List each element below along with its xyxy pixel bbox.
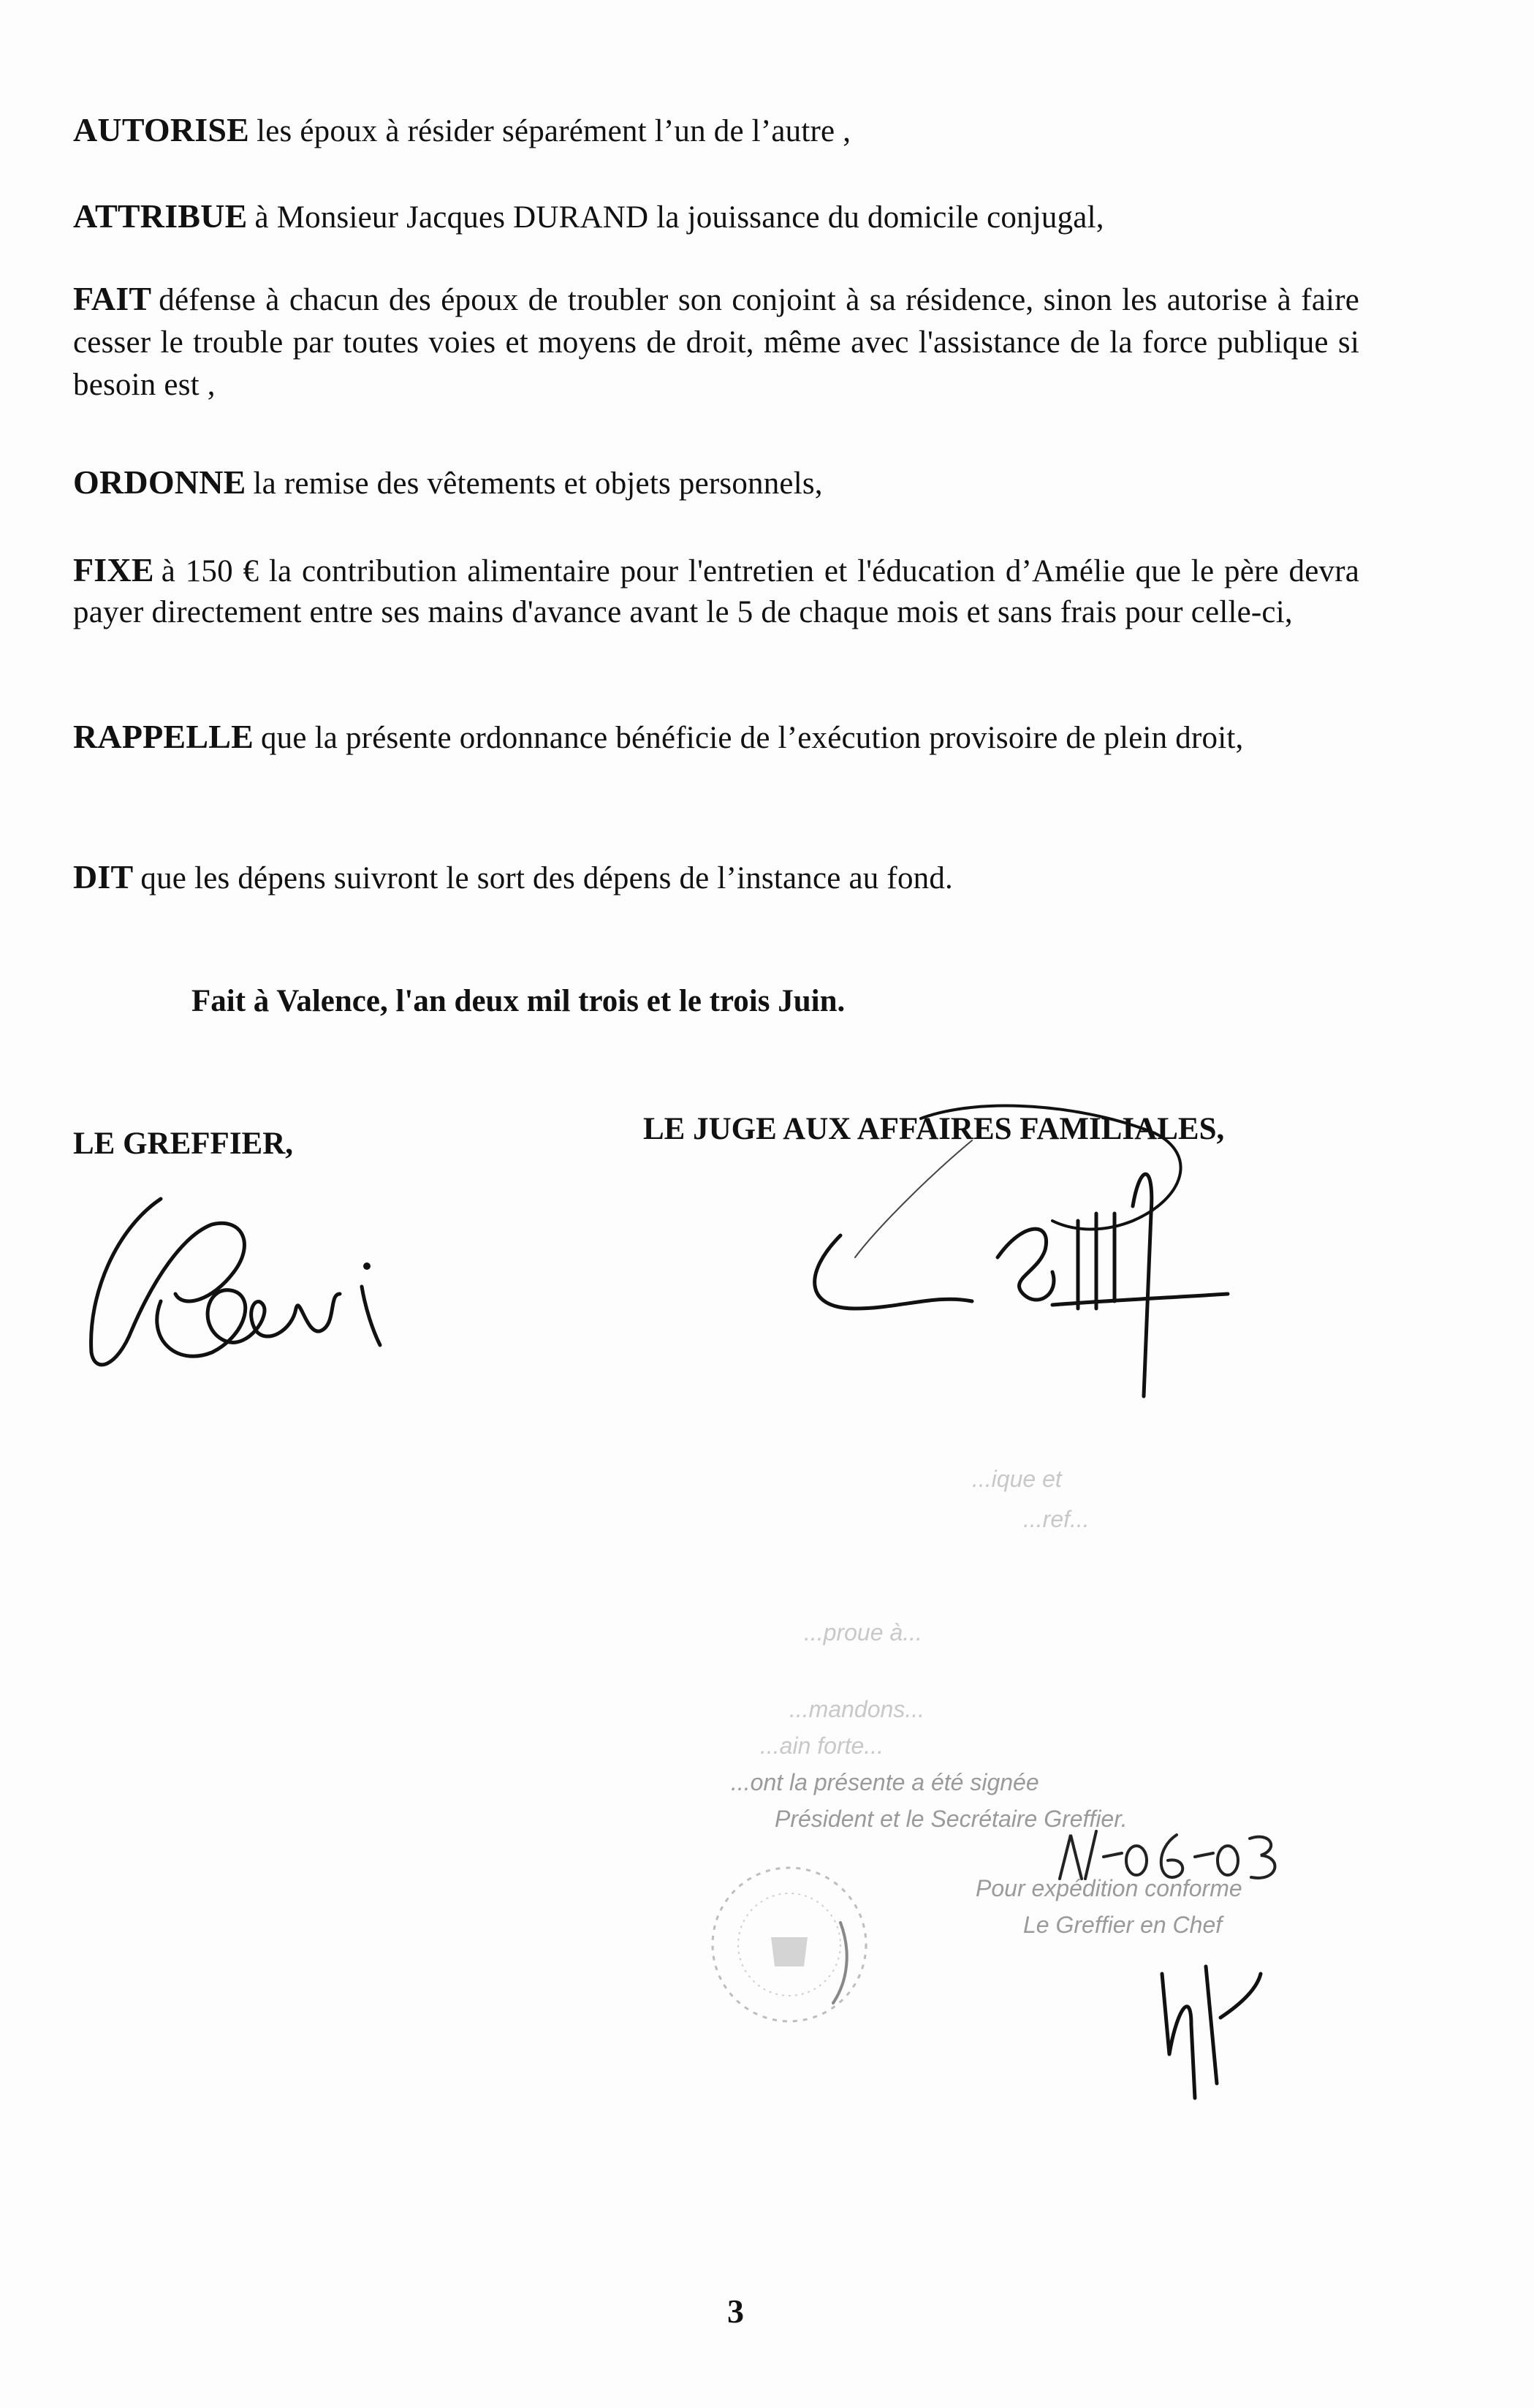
greffier-chef-signature xyxy=(1147,1945,1279,2113)
paragraph-text: à Monsieur Jacques DURAND la jouissance du domicile conjugal, xyxy=(254,200,1104,235)
paragraph-autorise xyxy=(73,108,1359,154)
stamp-line: ...ref... xyxy=(1023,1506,1090,1532)
greffier-heading: LE GREFFIER, xyxy=(73,1127,294,1161)
stamp-expedition: Pour expédition conforme xyxy=(976,1875,1242,1901)
paragraph-keyword: ORDONNE xyxy=(73,463,246,501)
paragraph-text: que la présente ordonnance bénéficie de l’exécution provisoire de plein droit, xyxy=(260,721,1244,755)
stamp-line: ...ique et xyxy=(972,1466,1062,1492)
paragraph-attribue xyxy=(73,194,1359,240)
paragraph-text: les époux à résider séparément l’un de l’autre , xyxy=(257,114,851,148)
paragraph-text: à 150 € la contribution alimentaire pour l'entretien et l'éducation d’Amélie que le père devra payer directement entre ses mains d'avance avant le 5 de chaque mois et sans frais pour celle-ci, xyxy=(73,554,1359,629)
juge-heading: LE JUGE AUX AFFAIRES FAMILIALES, xyxy=(643,1112,1225,1146)
stamp-line: ...proue à... xyxy=(804,1619,922,1646)
stamp-greffier-chef: Le Greffier en Chef xyxy=(1023,1912,1223,1938)
paragraph-ordonne xyxy=(73,461,1359,506)
stamp-line: ...ont la présente a été signée xyxy=(731,1769,1039,1795)
paragraph-keyword: RAPPELLE xyxy=(73,718,254,755)
stamp-line: ...mandons... xyxy=(789,1696,924,1722)
paragraph-rappelle xyxy=(73,716,1359,759)
paragraph-fixe xyxy=(73,550,1359,633)
paragraph-keyword: FIXE xyxy=(73,551,154,588)
juge-signature xyxy=(789,1089,1242,1411)
paragraph-keyword: ATTRIBUE xyxy=(73,197,248,235)
court-seal xyxy=(702,1857,877,2032)
paragraph-keyword: AUTORISE xyxy=(73,111,250,148)
stamp-line: ...ain forte... xyxy=(760,1733,884,1759)
paragraph-text: la remise des vêtements et objets personnels, xyxy=(253,466,823,501)
paragraph-keyword: DIT xyxy=(73,858,134,896)
paragraph-dit xyxy=(73,855,1359,901)
closing-place-date: Fait à Valence, l'an deux mil trois et le trois Juin. xyxy=(191,984,846,1018)
paragraph-text: que les dépens suivront le sort des dépens de l’instance au fond. xyxy=(140,861,954,896)
paragraph-keyword: FAIT xyxy=(73,280,152,317)
greffier-signature xyxy=(73,1184,409,1382)
page-number: 3 xyxy=(727,2292,744,2330)
stamp-line: Président et le Secrétaire Greffier. xyxy=(775,1806,1128,1832)
paragraph-fait xyxy=(73,278,1359,406)
paragraph-text: défense à chacun des époux de troubler son conjoint à sa résidence, sinon les autorise à faire cesser le trouble par toutes voies et moyens de droit, même avec l'assistance de la force publique si besoin est , xyxy=(73,283,1359,402)
